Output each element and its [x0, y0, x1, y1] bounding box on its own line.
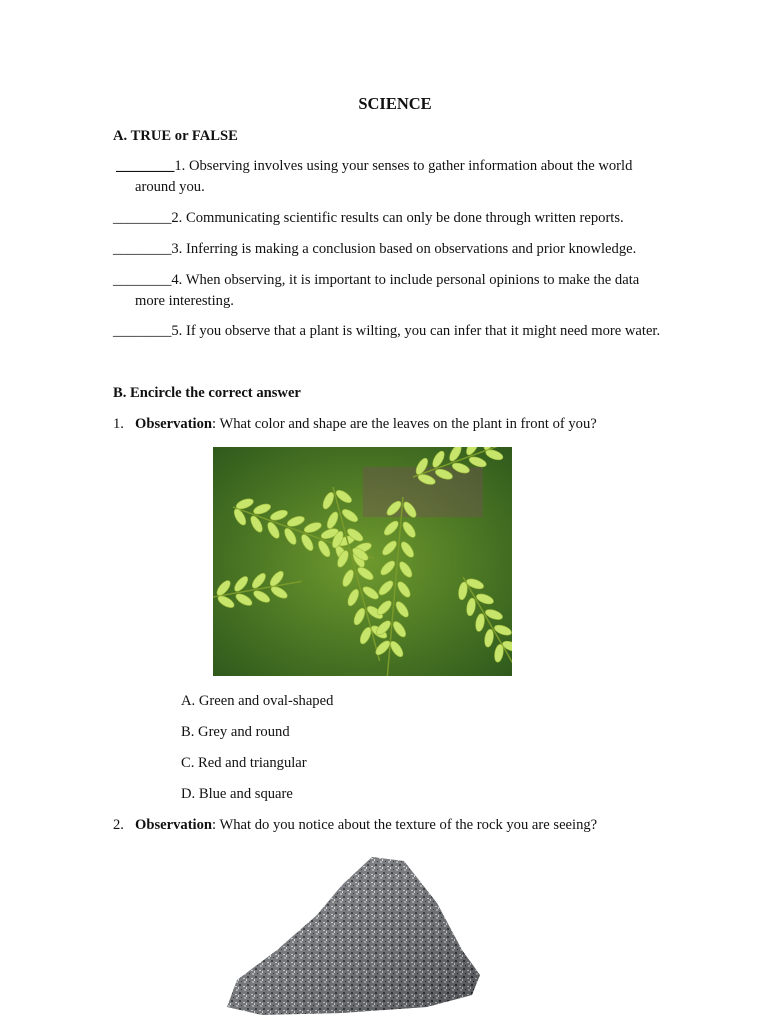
granite-rock-image	[222, 855, 482, 1020]
answer-blank[interactable]: ________	[113, 241, 172, 257]
tf-item-4-continued: more interesting.	[135, 293, 234, 309]
tf-item-4	[113, 272, 639, 289]
question-text: : What do you notice about the texture of the rock you are seeing?	[212, 817, 598, 833]
tf-item-5	[113, 323, 660, 340]
question-2	[113, 817, 597, 834]
question-number: 1.	[113, 416, 124, 432]
question-number: 2.	[113, 817, 124, 833]
choice-a[interactable]: A. Green and oval-shaped	[181, 693, 334, 709]
question-label: Observation	[135, 817, 213, 833]
tf-item-1	[116, 158, 632, 175]
section-b-header: B. Encircle the correct answer	[113, 385, 301, 401]
question-label: Observation	[135, 416, 213, 432]
tf-item-text: 1. Observing involves using your senses to gather information about the world	[174, 158, 633, 174]
choice-d[interactable]: D. Blue and square	[181, 786, 293, 802]
question-1	[113, 416, 597, 433]
answer-blank[interactable]: ________	[113, 323, 172, 339]
answer-blank[interactable]: ________	[113, 210, 172, 226]
tf-item-1-continued: around you.	[135, 179, 205, 195]
tf-item-text: 4. When observing, it is important to include personal opinions to make the data	[171, 272, 640, 288]
tf-item-text: 3. Inferring is making a conclusion based on observations and prior knowledge.	[171, 241, 637, 257]
tf-item-text: 2. Communicating scientific results can only be done through written reports.	[171, 210, 624, 226]
tf-item-2	[113, 210, 624, 227]
fern-leaves-image	[213, 447, 512, 676]
answer-blank[interactable]: ________	[116, 158, 175, 174]
question-text: : What color and shape are the leaves on the plant in front of you?	[212, 416, 597, 432]
section-a-header: A. TRUE or FALSE	[113, 128, 238, 144]
tf-item-text: 5. If you observe that a plant is wilting, you can infer that it might need more water.	[171, 323, 661, 339]
answer-blank[interactable]: ________	[113, 272, 172, 288]
tf-item-3	[113, 241, 636, 258]
choice-c[interactable]: C. Red and triangular	[181, 755, 307, 771]
page-title: SCIENCE	[358, 94, 432, 113]
choice-b[interactable]: B. Grey and round	[181, 724, 290, 740]
